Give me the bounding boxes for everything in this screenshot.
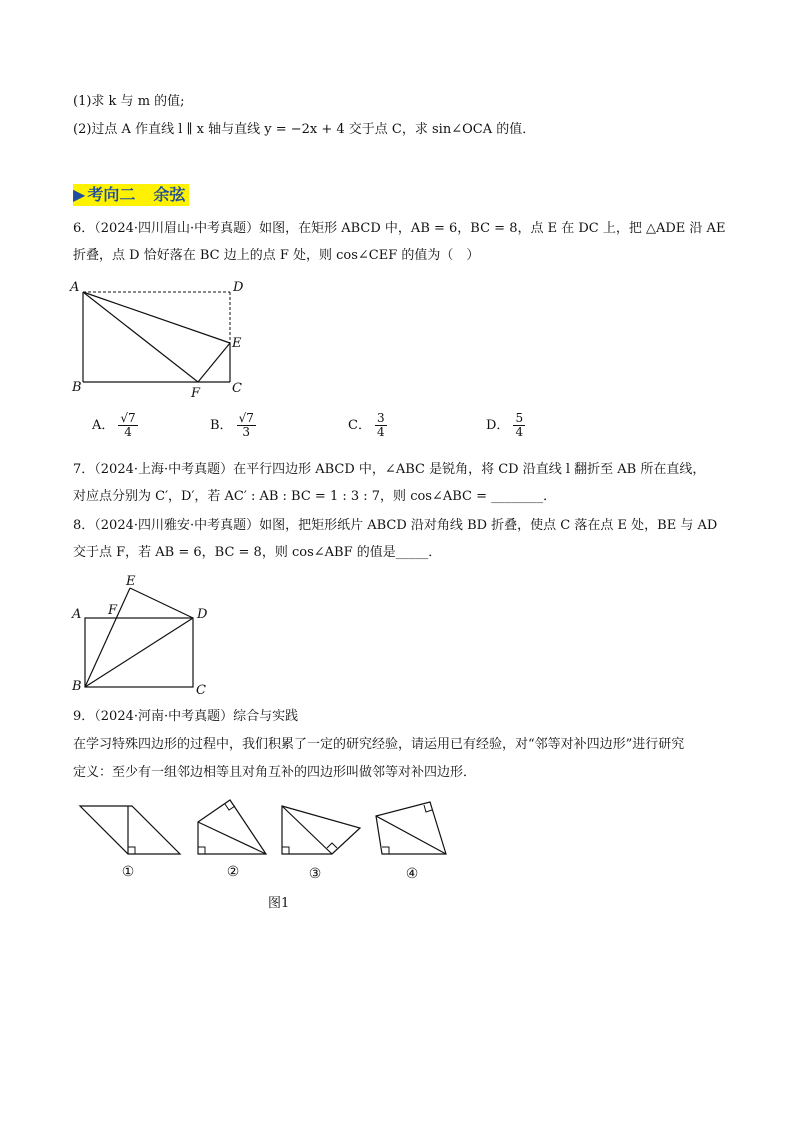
q6-label-B: B [72, 380, 82, 395]
q8-line1: 8．（2024·四川雅安·中考真题）如图，把矩形纸片 ABCD 沿对角线 BD 折叠，使点 C 落在点 E 处，BE 与 AD [73, 518, 718, 533]
q6-option-d-fraction: $\frac{5}{4}$ [515, 411, 524, 439]
q6-label-C: C [232, 381, 242, 396]
q9-label-3: ③ [308, 866, 322, 882]
q8-label-A: A [72, 607, 82, 622]
q9-line2: 在学习特殊四边形的过程中，我们积累了一定的研究经验，请运用已有经验，对“邻等对补四边形”进行研究 [73, 737, 685, 752]
q5-part2: (2)过点 A 作直线 l ∥ x 轴与直线 y = −2x + 4 交于点 C，求 sin∠OCA 的值． [73, 122, 536, 137]
q9-label-1: ① [121, 864, 135, 880]
q6-option-b[interactable]: B． $\frac{√7}{3}$ [210, 411, 254, 439]
q8-line2: 交于点 F，若 AB = 6，BC = 8，则 cos∠ABF 的值是_____． [73, 545, 442, 560]
q9-figure-caption: 图1 [268, 896, 290, 911]
q6-option-c[interactable]: C． $\frac{3}{4}$ [348, 411, 385, 439]
q6-option-a[interactable]: A． $\frac{√7}{4}$ [92, 411, 136, 439]
q5-part1: (1)求 k 与 m 的值; [73, 94, 185, 109]
q6-label-A: A [70, 280, 80, 295]
q6-figure [60, 275, 260, 405]
q8-figure [60, 572, 230, 700]
q7-line2: 对应点分别为 C′，D′，若 AC′ : AB : BC = 1 : 3 : 7，则 cos∠ABC = ________． [73, 489, 557, 504]
section-heading [73, 184, 189, 206]
q9-shape-4 [376, 802, 446, 854]
section-label: 考向二 [87, 185, 136, 204]
q6-label-F: F [191, 386, 201, 401]
q9-line3: 定义：至少有一组邻边相等且对角互补的四边形叫做邻等对补四边形． [73, 765, 477, 780]
q9-figure [70, 792, 470, 892]
section-marker: ▶ [73, 185, 86, 204]
q8-label-E: E [126, 574, 136, 589]
q6-option-b-fraction: $\frac{√7}{3}$ [238, 411, 254, 439]
q8-label-B: B [72, 679, 82, 694]
q8-label-F: F [108, 603, 118, 618]
q9-line1: 9．（2024·河南·中考真题）综合与实践 [73, 709, 299, 724]
q9-shape-1 [80, 806, 180, 854]
q9-label-2: ② [226, 864, 240, 880]
q9-shape-3 [282, 806, 360, 854]
section-title: 余弦 [153, 185, 186, 204]
q6-option-d[interactable]: D． $\frac{5}{4}$ [486, 411, 524, 439]
q6-option-a-fraction: $\frac{√7}{4}$ [120, 411, 136, 439]
q6-label-D: D [233, 280, 244, 295]
q6-label-E: E [232, 336, 242, 351]
q8-label-C: C [196, 683, 206, 698]
q6-line1: 6．（2024·四川眉山·中考真题）如图，在矩形 ABCD 中，AB = 6，BC = 8，点 E 在 DC 上，把 △ADE 沿 AE [73, 221, 726, 236]
q6-option-c-fraction: $\frac{3}{4}$ [376, 411, 385, 439]
q7-line1: 7．（2024·上海·中考真题）在平行四边形 ABCD 中，∠ABC 是锐角，将 CD 沿直线 l 翻折至 AB 所在直线， [73, 462, 706, 477]
q9-shape-2 [198, 800, 266, 854]
q6-line2: 折叠，点 D 恰好落在 BC 边上的点 F 处，则 cos∠CEF 的值为（ ） [73, 248, 480, 263]
q9-label-4: ④ [405, 866, 419, 882]
q8-label-D: D [197, 607, 208, 622]
